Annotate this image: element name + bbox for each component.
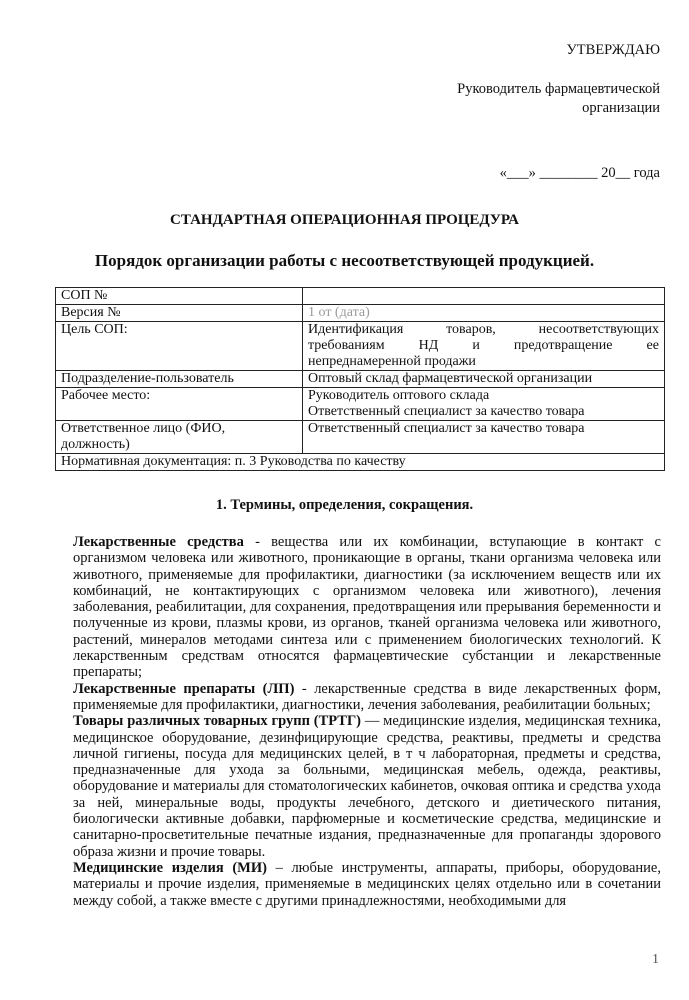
table-row-workplace bbox=[56, 388, 665, 421]
workplace-line1: Руководитель оптового склада bbox=[308, 388, 490, 403]
workplace-label: Рабочее место: bbox=[56, 388, 303, 421]
version-number: 1 bbox=[308, 305, 315, 320]
term-definition: — медицинские изделия, медицинская техника, медицинское оборудование, дезинфицирующие средства, реактивы, предметы и средства личной гигиены, посуда для медицинских целей, в т ч лабораторная, предметы и средства, предназначенные для ухода за больными, медицинская мебель, одежда, реактивы, оборудование и материалы для стоматологических кабинетов, очковая оптика и средства ухода за ней, минеральные воды, продукты лечебного, детского и диетического питания, биологически активные добавки, парфюмерные и косметические средства, медицинские и санитарно-просветительные печатные издания, предназначенные для пропаганды здорового образа жизни и прочие товары. bbox=[73, 713, 661, 860]
term-paragraph bbox=[73, 681, 661, 714]
term-paragraph bbox=[73, 534, 661, 681]
responsible-value: Ответственный специалист за качество товара bbox=[303, 421, 665, 454]
version-label: Версия № bbox=[56, 305, 303, 322]
section-heading: 1. Термины, определения, сокращения. bbox=[215, 497, 474, 513]
table-row-version bbox=[56, 305, 665, 322]
division-value: Оптовый склад фармацевтической организации bbox=[303, 371, 665, 388]
workplace-value-cell bbox=[303, 388, 665, 421]
term-name: Медицинские изделия (МИ) bbox=[73, 859, 267, 876]
term-paragraph bbox=[73, 713, 661, 860]
sop-number-label: СОП № bbox=[56, 288, 303, 305]
document-type: СТАНДАРТНАЯ ОПЕРАЦИОННАЯ ПРОЦЕДУРА bbox=[169, 212, 519, 228]
term-name: Товары различных товарных групп (ТРТГ) bbox=[73, 713, 362, 730]
version-value-cell bbox=[303, 305, 665, 322]
term-name: Лекарственные средства bbox=[73, 534, 244, 550]
approver-position-line1: Руководитель фармацевтической bbox=[457, 81, 660, 97]
goal-label: Цель СОП: bbox=[56, 322, 303, 371]
table-row-norm-docs bbox=[56, 454, 665, 471]
sop-info-table bbox=[55, 287, 665, 471]
table-row-goal bbox=[56, 322, 665, 371]
terms-body bbox=[73, 534, 661, 909]
goal-line2: требованиям НД и предотвращение ее bbox=[308, 338, 659, 353]
term-name: Лекарственные препараты (ЛП) bbox=[73, 680, 295, 697]
term-definition: - лекарственные средства в виде лекарственных форм, применяемые для профилактики, диагностики, лечения заболевания, реабилитации больных; bbox=[73, 680, 661, 713]
approval-stamp: УТВЕРЖДАЮ bbox=[566, 42, 660, 58]
document-title: Порядок организации работы с несоответствующей продукцией. bbox=[94, 251, 595, 270]
table-row-sop-number bbox=[56, 288, 665, 305]
approver-position bbox=[457, 80, 660, 118]
approver-position-line2: организации bbox=[582, 100, 660, 116]
version-date: от (дата) bbox=[318, 305, 370, 320]
goal-value-cell bbox=[303, 322, 665, 371]
sop-number-value bbox=[303, 288, 665, 305]
term-paragraph bbox=[73, 860, 661, 909]
goal-line3: непреднамеренной продажи bbox=[308, 354, 476, 369]
table-row-division bbox=[56, 371, 665, 388]
page-number: 1 bbox=[652, 952, 659, 967]
division-label: Подразделение-пользователь bbox=[56, 371, 303, 388]
responsible-label-line2: должность) bbox=[61, 437, 130, 452]
term-definition: – любые инструменты, аппараты, приборы, оборудование, материалы и прочие изделия, применяемые в медицинских целях отдельно или в сочетании между собой, а также вместе с другими принадлежностями, необходимыми для bbox=[73, 859, 661, 909]
responsible-label-line1: Ответственное лицо (ФИО, bbox=[61, 421, 226, 436]
goal-line1: Идентификация товаров, несоответствующих bbox=[308, 322, 659, 337]
norm-docs: Нормативная документация: п. 3 Руководства по качеству bbox=[56, 454, 665, 471]
responsible-label-cell bbox=[56, 421, 303, 454]
workplace-line2: Ответственный специалист за качество товара bbox=[308, 404, 585, 419]
table-row-responsible bbox=[56, 421, 665, 454]
approval-date-line: «___» ________ 20__ года bbox=[499, 165, 660, 181]
term-definition: - вещества или их комбинации, вступающие в контакт с организмом человека или животного, проникающие в органы, ткани организма человека или животного, применяемые для профилактики, диагностики (за исключением веществ или их комбинаций, не контактирующих с организмом человека или животного), лечения заболевания, реабилитации, для сохранения, предотвращения или прерывания беременности и полученные из крови, плазмы крови, из органов, тканей организма человека или животного, растений, минералов методами синтеза или с применением биологических технологий. К лекарственным средствам относятся фармацевтические субстанции и лекарственные препараты; bbox=[73, 534, 661, 681]
